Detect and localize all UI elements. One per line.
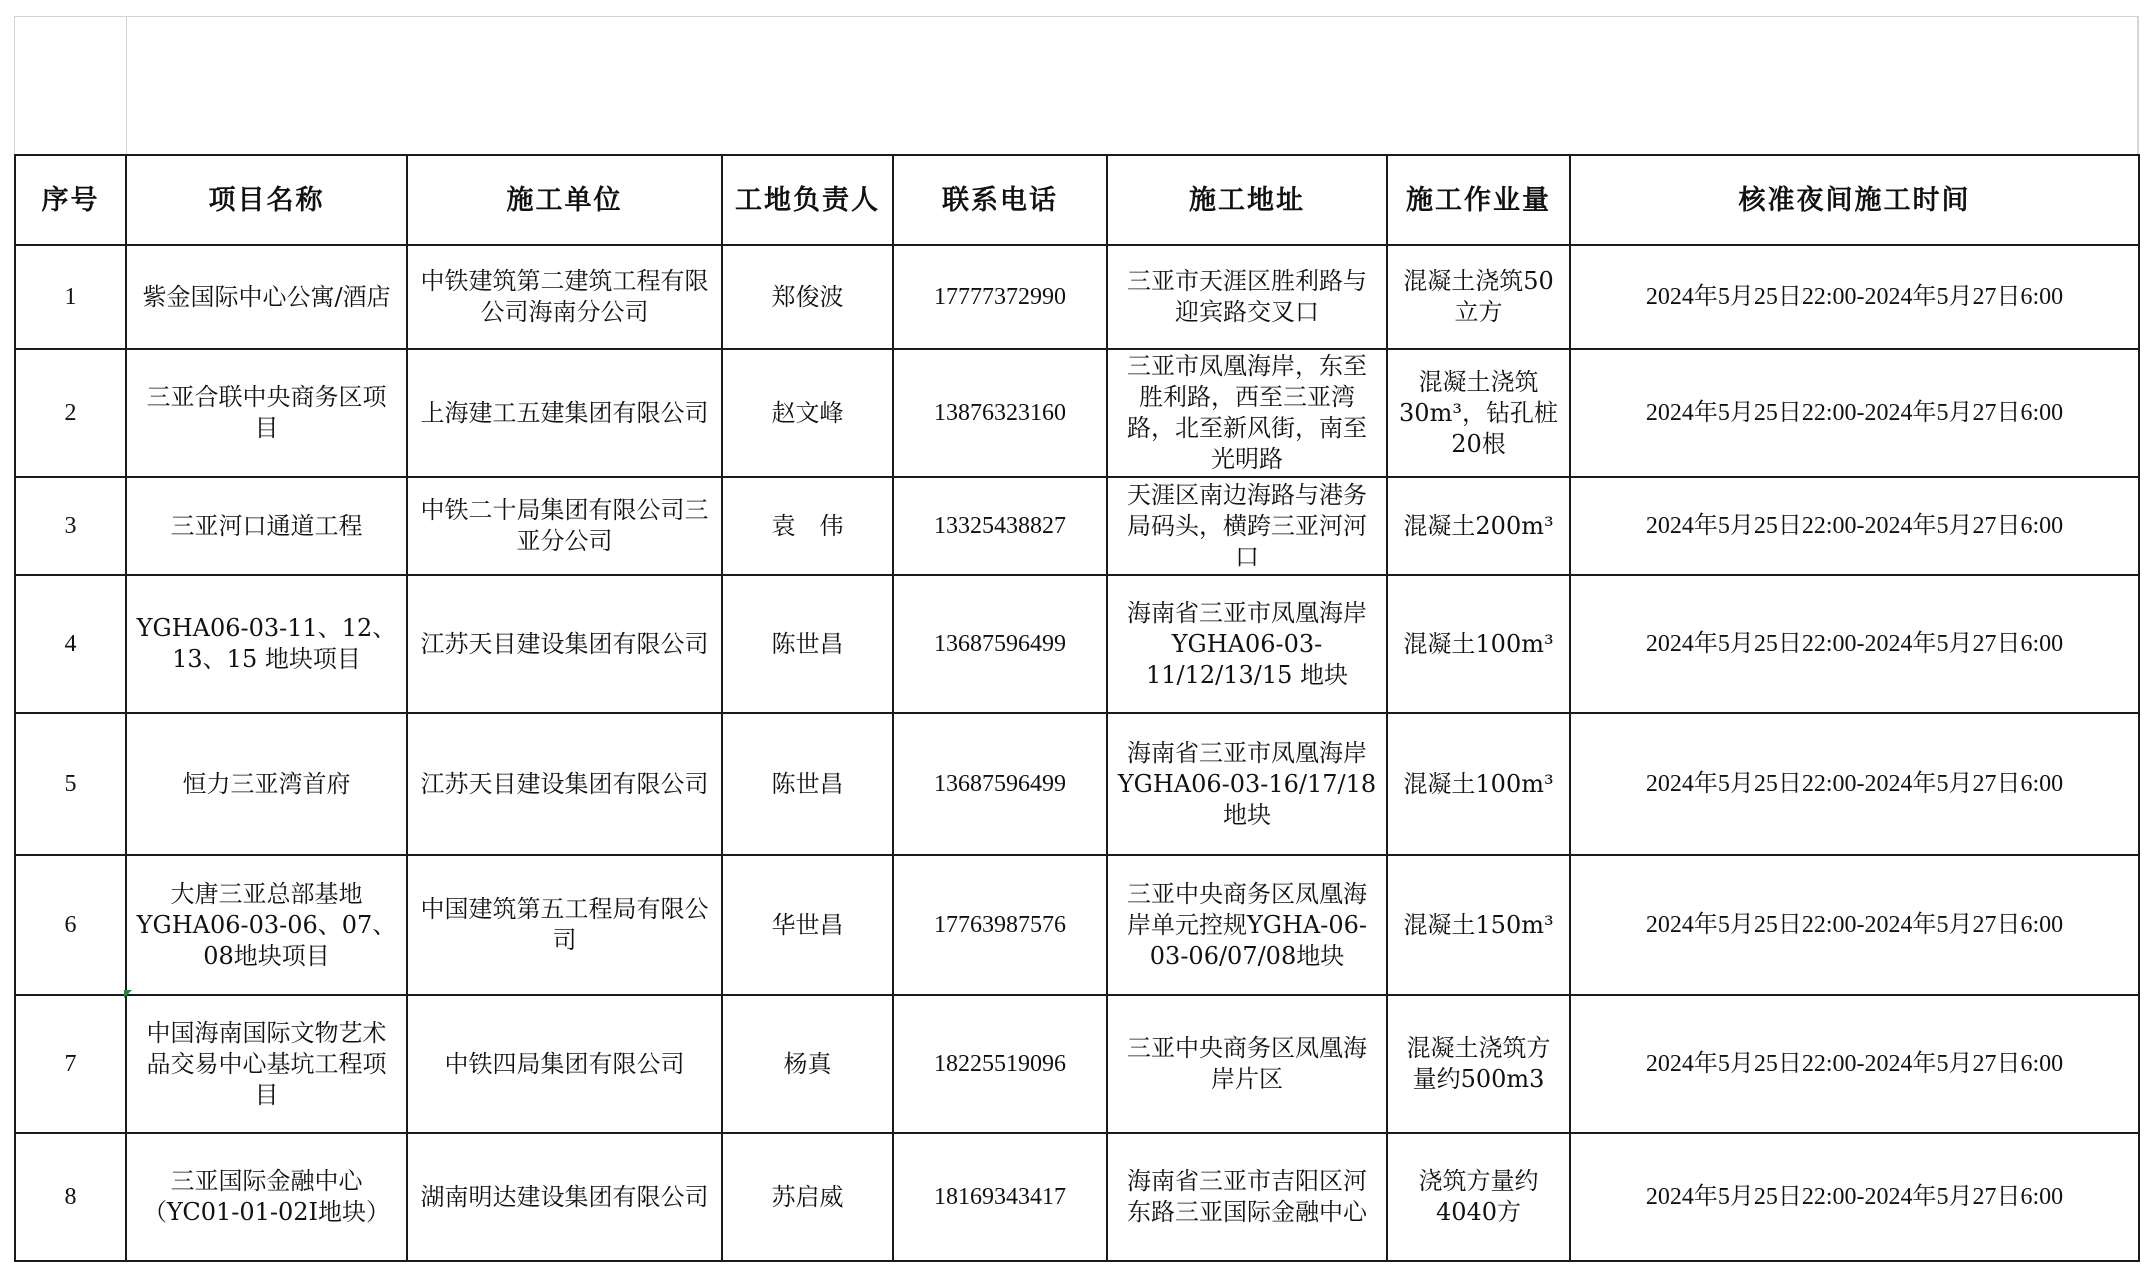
table-row — [15, 349, 2139, 477]
table-header-row — [15, 155, 2139, 245]
cell-work-volume: 混凝土150m³ — [1387, 855, 1570, 995]
cell-construction-address: 三亚中央商务区凤凰海岸单元控规YGHA-06-03-06/07/08地块 — [1107, 855, 1387, 995]
cell-contact-phone: 17777372990 — [893, 245, 1107, 349]
cell-contact-phone: 13687596499 — [893, 713, 1107, 855]
cell-work-volume: 混凝土浇筑方量约500m3 — [1387, 995, 1570, 1133]
header-approved-night-time: 核准夜间施工时间 — [1570, 155, 2139, 245]
header-seq: 序号 — [15, 155, 126, 245]
cell-approved-night-time: 2024年5月25日22:00-2024年5月27日6:00 — [1570, 855, 2139, 995]
cell-construction-unit: 上海建工五建集团有限公司 — [407, 349, 722, 477]
header-project-name: 项目名称 — [126, 155, 407, 245]
cell-work-volume: 混凝土100m³ — [1387, 575, 1570, 713]
cell-site-manager: 陈世昌 — [722, 713, 893, 855]
header-construction-address: 施工地址 — [1107, 155, 1387, 245]
cell-construction-address: 海南省三亚市凤凰海岸YGHA06-03-11/12/13/15 地块 — [1107, 575, 1387, 713]
cell-project-name: 中国海南国际文物艺术品交易中心基坑工程项目 — [126, 995, 407, 1133]
cell-construction-unit: 中国建筑第五工程局有限公司 — [407, 855, 722, 995]
table-row — [15, 1133, 2139, 1261]
cell-contact-phone: 13876323160 — [893, 349, 1107, 477]
cell-project-name: 大唐三亚总部基地YGHA06-03-06、07、08地块项目 — [126, 855, 407, 995]
night-construction-table — [14, 154, 2140, 1262]
header-work-volume: 施工作业量 — [1387, 155, 1570, 245]
cell-seq: 4 — [15, 575, 126, 713]
cell-seq: 2 — [15, 349, 126, 477]
cell-project-name: 恒力三亚湾首府 — [126, 713, 407, 855]
cell-approved-night-time: 2024年5月25日22:00-2024年5月27日6:00 — [1570, 713, 2139, 855]
cell-contact-phone: 18225519096 — [893, 995, 1107, 1133]
cell-contact-phone: 17763987576 — [893, 855, 1107, 995]
cell-project-name: 三亚合联中央商务区项目 — [126, 349, 407, 477]
cell-work-volume: 混凝土浇筑50立方 — [1387, 245, 1570, 349]
cell-seq: 5 — [15, 713, 126, 855]
cell-construction-address: 海南省三亚市吉阳区河东路三亚国际金融中心 — [1107, 1133, 1387, 1261]
table-row — [15, 575, 2139, 713]
cell-construction-address: 三亚市凤凰海岸，东至胜利路，西至三亚湾路，北至新风街，南至光明路 — [1107, 349, 1387, 477]
table-row — [15, 477, 2139, 575]
cell-work-volume: 混凝土100m³ — [1387, 713, 1570, 855]
cell-construction-unit: 中铁建筑第二建筑工程有限公司海南分公司 — [407, 245, 722, 349]
table-row — [15, 713, 2139, 855]
cell-construction-unit: 江苏天目建设集团有限公司 — [407, 575, 722, 713]
cell-site-manager: 杨真 — [722, 995, 893, 1133]
cell-work-volume: 混凝土浇筑30m³，钻孔桩20根 — [1387, 349, 1570, 477]
cell-construction-address: 天涯区南边海路与港务局码头，横跨三亚河河口 — [1107, 477, 1387, 575]
cell-work-volume: 浇筑方量约4040方 — [1387, 1133, 1570, 1261]
cell-seq: 3 — [15, 477, 126, 575]
cell-seq: 6 — [15, 855, 126, 995]
cell-construction-address: 三亚市天涯区胜利路与迎宾路交叉口 — [1107, 245, 1387, 349]
cell-site-manager: 苏启威 — [722, 1133, 893, 1261]
cell-construction-unit: 江苏天目建设集团有限公司 — [407, 713, 722, 855]
cell-comment-marker — [124, 990, 132, 998]
cell-project-name: YGHA06-03-11、12、13、15 地块项目 — [126, 575, 407, 713]
cell-approved-night-time: 2024年5月25日22:00-2024年5月27日6:00 — [1570, 477, 2139, 575]
cell-work-volume: 混凝土200m³ — [1387, 477, 1570, 575]
header-construction-unit: 施工单位 — [407, 155, 722, 245]
cell-seq: 8 — [15, 1133, 126, 1261]
cell-project-name: 紫金国际中心公寓/酒店 — [126, 245, 407, 349]
cell-construction-address: 海南省三亚市凤凰海岸YGHA06-03-16/17/18地块 — [1107, 713, 1387, 855]
cell-approved-night-time: 2024年5月25日22:00-2024年5月27日6:00 — [1570, 245, 2139, 349]
header-contact-phone: 联系电话 — [893, 155, 1107, 245]
cell-site-manager: 赵文峰 — [722, 349, 893, 477]
cell-seq: 1 — [15, 245, 126, 349]
table-row — [15, 995, 2139, 1133]
table-row — [15, 245, 2139, 349]
cell-seq: 7 — [15, 995, 126, 1133]
cell-construction-address: 三亚中央商务区凤凰海岸片区 — [1107, 995, 1387, 1133]
cell-contact-phone: 13325438827 — [893, 477, 1107, 575]
cell-project-name: 三亚河口通道工程 — [126, 477, 407, 575]
cell-site-manager: 陈世昌 — [722, 575, 893, 713]
cell-approved-night-time: 2024年5月25日22:00-2024年5月27日6:00 — [1570, 575, 2139, 713]
cell-construction-unit: 中铁四局集团有限公司 — [407, 995, 722, 1133]
header-site-manager: 工地负责人 — [722, 155, 893, 245]
cell-construction-unit: 湖南明达建设集团有限公司 — [407, 1133, 722, 1261]
cell-approved-night-time: 2024年5月25日22:00-2024年5月27日6:00 — [1570, 1133, 2139, 1261]
cell-contact-phone: 18169343417 — [893, 1133, 1107, 1261]
cell-site-manager: 郑俊波 — [722, 245, 893, 349]
cell-approved-night-time: 2024年5月25日22:00-2024年5月27日6:00 — [1570, 349, 2139, 477]
cell-project-name: 三亚国际金融中心（YC01-01-02I地块） — [126, 1133, 407, 1261]
cell-site-manager: 华世昌 — [722, 855, 893, 995]
cell-approved-night-time: 2024年5月25日22:00-2024年5月27日6:00 — [1570, 995, 2139, 1133]
cell-construction-unit: 中铁二十局集团有限公司三亚分公司 — [407, 477, 722, 575]
table-row — [15, 855, 2139, 995]
cell-site-manager: 袁 伟 — [722, 477, 893, 575]
sheet-grid-line — [126, 17, 127, 154]
sheet-empty-header-area — [14, 16, 2138, 154]
cell-contact-phone: 13687596499 — [893, 575, 1107, 713]
